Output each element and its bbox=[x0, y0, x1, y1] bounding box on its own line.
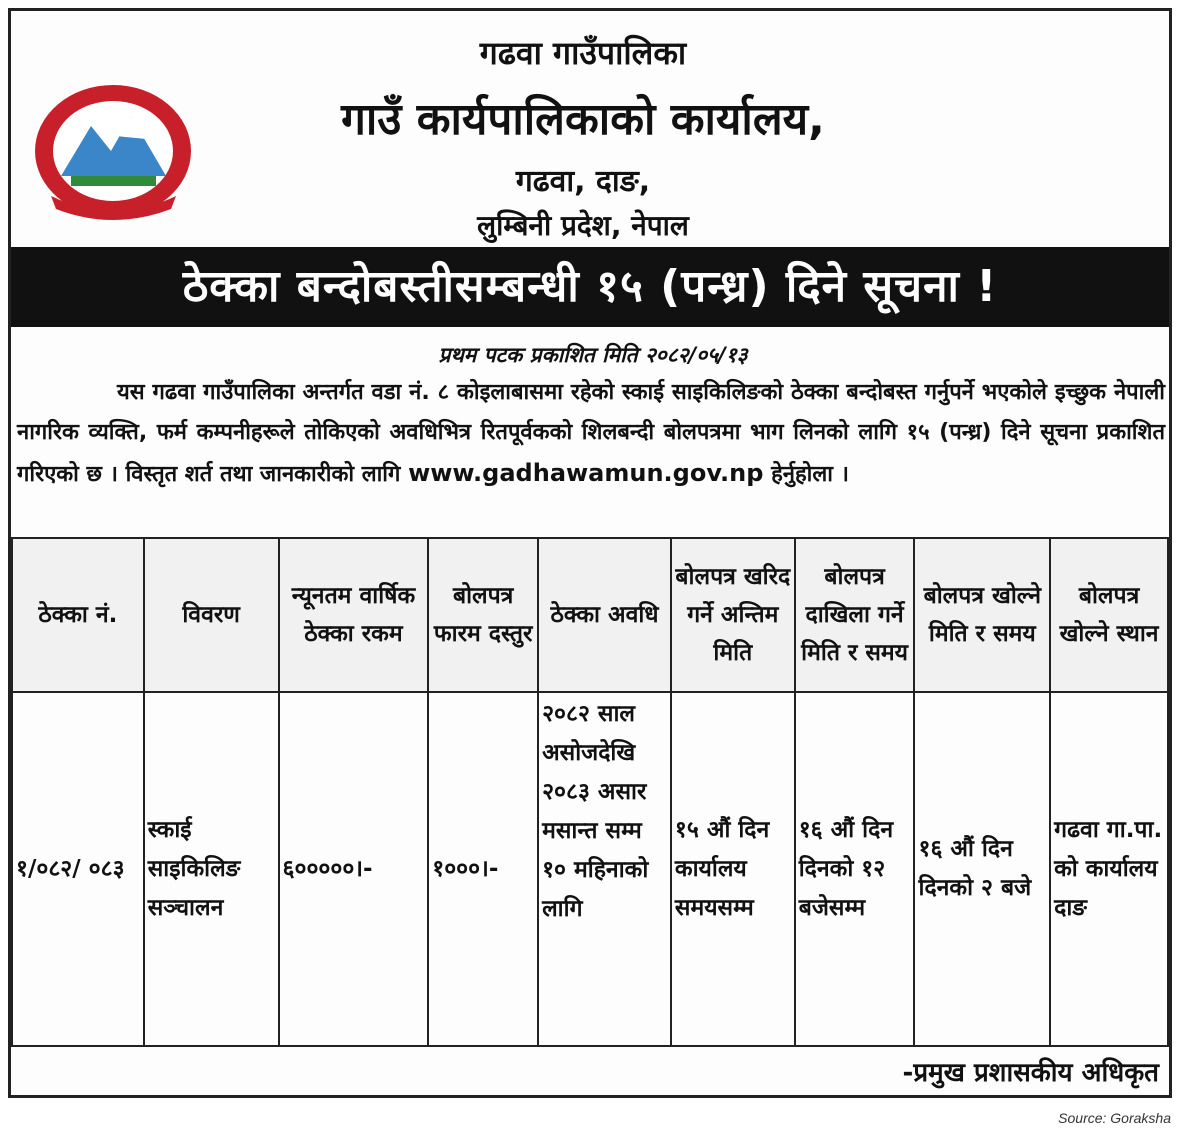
col-header: बोलपत्र खोल्ने स्थान bbox=[1050, 538, 1168, 692]
table-row bbox=[12, 692, 1168, 1046]
source-credit: Source: Goraksha bbox=[1058, 1110, 1171, 1126]
office-location: गढवा, दाङ, bbox=[515, 164, 651, 199]
col-header: बोलपत्र दाखिला गर्ने मिति र समय bbox=[795, 538, 915, 692]
municipality-name: गढवा गाउँपालिका bbox=[479, 34, 687, 72]
website-link[interactable]: www.gadhawamun.gov.np bbox=[408, 459, 764, 487]
body-text: यस गढवा गाउँपालिका अन्तर्गत वडा नं. ८ कोइलाबासमा रहेको स्काई साइकिलिङको ठेक्का बन्दोबस्त गर्नुपर्ने भएकोले इच्छुक नेपाली नागरिक व्यक्ति, फर्म कम्पनीहरूले तोकिएको अवधिभित्र रितपूर्वकको शिलबन्दी बोलपत्रमा भाग लिनको लागि १५ (पन्ध्र) दिने सूचना प्रकाशित गरिएको छ । विस्तृत शर्त तथा जानकारीको लागि bbox=[17, 380, 1165, 487]
col-header: बोलपत्र फारम दस्तुर bbox=[428, 538, 538, 692]
body-tail: हेर्नुहोला । bbox=[771, 462, 849, 487]
table-header-row bbox=[12, 538, 1168, 692]
cell-tender-no: १/०८२/ ०८३ bbox=[12, 692, 144, 1046]
cell-duration: २०८२ साल असोजदेखि २०८३ असार मसान्त सम्म १० महिनाको लागि bbox=[538, 692, 671, 1046]
published-date: प्रथम पटक प्रकाशित मिति २०८२/०५/१३ bbox=[438, 343, 748, 367]
col-header: न्यूनतम वार्षिक ठेक्का रकम bbox=[279, 538, 429, 692]
col-header: विवरण bbox=[144, 538, 279, 692]
notice-body bbox=[17, 373, 1165, 495]
cell-min-amount: ६०००००।- bbox=[279, 692, 429, 1046]
cell-opening-time: १६ औं दिन दिनको २ बजे bbox=[914, 692, 1050, 1046]
cell-opening-place: गढवा गा.पा. को कार्यालय दाङ bbox=[1050, 692, 1168, 1046]
cell-form-fee: १०००।- bbox=[428, 692, 538, 1046]
col-header: बोलपत्र खरिद गर्ने अन्तिम मिति bbox=[671, 538, 795, 692]
col-header: ठेक्का अवधि bbox=[538, 538, 671, 692]
cell-purchase-deadline: १५ औं दिन कार्यालय समयसम्म bbox=[671, 692, 795, 1046]
province: लुम्बिनी प्रदेश, नेपाल bbox=[477, 209, 689, 242]
notice-document bbox=[8, 8, 1172, 1098]
col-header: बोलपत्र खोल्ने मिति र समय bbox=[914, 538, 1050, 692]
cell-submission-time: १६ औं दिन दिनको १२ बजेसम्म bbox=[795, 692, 915, 1046]
signature: -प्रमुख प्रशासकीय अधिकृत bbox=[11, 1045, 1169, 1097]
notice-title: ठेक्का बन्दोबस्तीसम्बन्धी १५ (पन्ध्र) दिने सूचना ! bbox=[11, 247, 1169, 327]
tender-table bbox=[11, 537, 1169, 1047]
office-name: गाउँ कार्यपालिकाको कार्यालय, bbox=[341, 94, 825, 145]
col-header: ठेक्का नं. bbox=[12, 538, 144, 692]
cell-description: स्काई साइकिलिङ सञ्चालन bbox=[144, 692, 279, 1046]
